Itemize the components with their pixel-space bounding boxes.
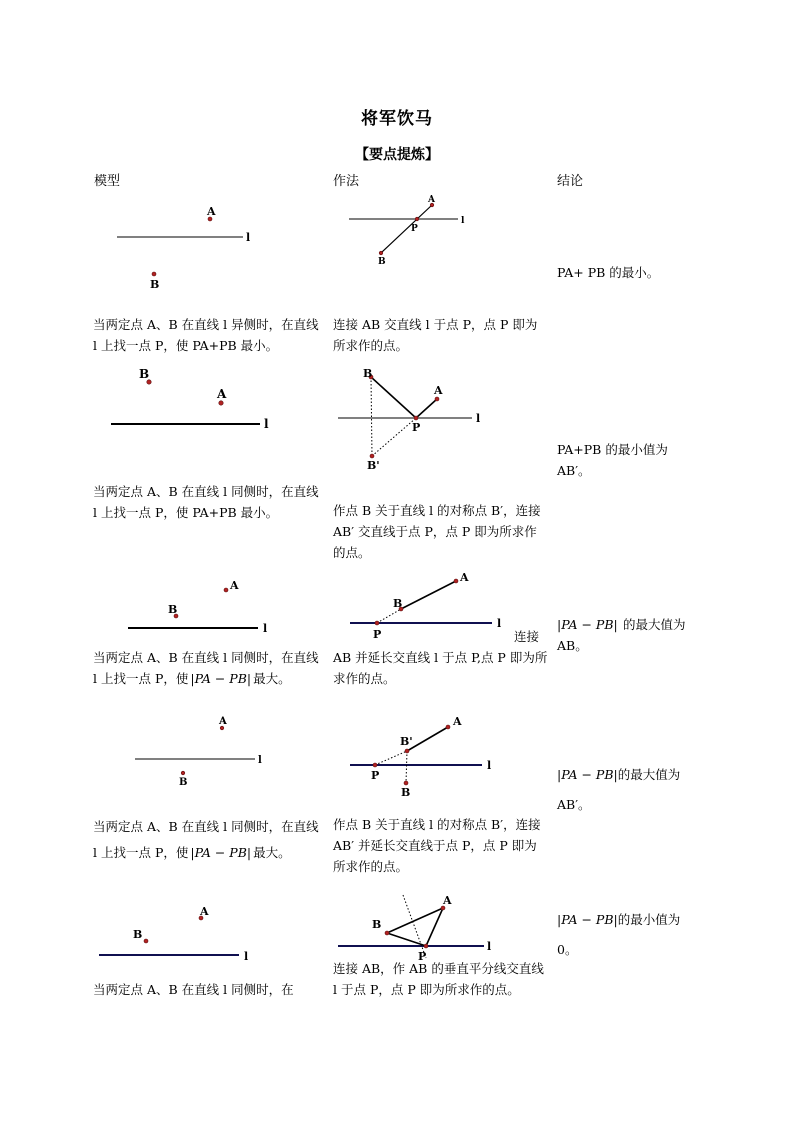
label-a: A xyxy=(230,579,239,592)
label-l: l xyxy=(263,622,268,635)
method-text-3b: AB 并延长交直线 l 于点 P,点 P 即为所求作的点。 xyxy=(333,650,548,686)
label-l: l xyxy=(461,216,465,226)
label-b: B xyxy=(139,367,150,381)
label-a: A xyxy=(207,205,216,218)
label-p: P xyxy=(412,421,421,434)
abs-expression: |PA − PB| xyxy=(557,617,618,632)
label-l: l xyxy=(497,617,502,630)
method-text-4: 作点 B 关于直线 l 的对称点 B′，连接 AB′ 并延长交直线于点 P，点 P 即为所求作的点。 xyxy=(333,817,541,874)
label-p: P xyxy=(371,769,380,782)
label-l: l xyxy=(244,950,249,963)
label-b: B xyxy=(363,367,373,380)
abs-expression: |PA − PB| xyxy=(557,767,618,782)
section-subtitle: 【要点提炼】 xyxy=(355,147,439,163)
label-a: A xyxy=(443,894,452,907)
label-b: B xyxy=(393,597,403,610)
label-p: P xyxy=(373,628,382,641)
abs-expression: |PA − PB| xyxy=(190,671,252,686)
label-b: B xyxy=(401,786,411,799)
label-l: l xyxy=(246,231,251,244)
header-method: 作法 xyxy=(333,174,360,189)
model-text-part: 当两定点 A、B 在直线 l 同侧时，在直线 l 上找一点 P，使 xyxy=(93,650,319,686)
abs-expression: |PA − PB| xyxy=(190,845,252,860)
label-b-prime: B' xyxy=(400,735,413,748)
label-b: B xyxy=(150,278,160,291)
method-text-5: 连接 AB，作 AB 的垂直平分线交直线 l 于点 P，点 P 即为所求作的点。 xyxy=(333,961,544,997)
label-l: l xyxy=(476,412,481,425)
label-l: l xyxy=(258,755,262,766)
label-b: B xyxy=(372,918,382,931)
method-text-2: 作点 B 关于直线 l 的对称点 B′，连接 AB′ 交直线于点 P，点 P 即为所求作的点。 xyxy=(333,503,541,560)
label-b: B xyxy=(378,257,386,267)
label-a: A xyxy=(428,195,435,205)
label-p: P xyxy=(411,224,418,234)
model-text-part: 最大。 xyxy=(253,671,291,686)
label-b: B xyxy=(168,603,178,616)
abs-expression: |PA − PB| xyxy=(557,912,618,927)
header-model: 模型 xyxy=(94,174,121,189)
model-text-part: 最大。 xyxy=(253,845,291,860)
model-text-1: 当两定点 A、B 在直线 l 异侧时，在直线 l 上找一点 P，使 PA+PB 最小。 xyxy=(93,317,319,353)
label-l: l xyxy=(487,759,492,772)
label-a: A xyxy=(219,716,227,727)
model-text-5: 当两定点 A、B 在直线 l 同侧时，在 xyxy=(93,982,294,997)
conclusion-1: PA+ PB 的最小。 xyxy=(557,265,660,280)
method-text-1: 连接 AB 交直线 l 于点 P，点 P 即为所求作的点。 xyxy=(333,317,538,353)
model-text-2: 当两定点 A、B 在直线 l 同侧时，在直线 l 上找一点 P，使 PA+PB 最小。 xyxy=(93,484,319,520)
label-l: l xyxy=(264,417,269,431)
conclusion-text: 的最小值为 0。 xyxy=(557,912,681,957)
model-text-part: 当两定点 A、B 在直线 l 同侧时，在直线 l 上找一点 P，使 xyxy=(93,819,319,860)
label-a: A xyxy=(460,571,469,584)
conclusion-text: 的最大值为 AB′。 xyxy=(557,767,681,812)
label-a: A xyxy=(217,387,227,401)
label-a: A xyxy=(434,384,443,397)
label-l: l xyxy=(487,940,492,953)
label-p: P xyxy=(418,950,427,963)
label-b-prime: B' xyxy=(367,459,380,472)
label-a: A xyxy=(453,715,462,728)
label-a: A xyxy=(200,905,209,918)
page-title: 将军饮马 xyxy=(361,109,433,129)
header-conclusion: 结论 xyxy=(557,174,584,189)
conclusion-2: PA+PB 的最小值为 AB′。 xyxy=(557,442,668,478)
conclusion-5 xyxy=(557,905,697,965)
label-b: B xyxy=(133,928,143,941)
conclusion-text: 的最大值为 AB。 xyxy=(557,617,686,653)
method-text-3a: 连接 xyxy=(514,629,540,644)
label-b: B xyxy=(179,777,188,788)
